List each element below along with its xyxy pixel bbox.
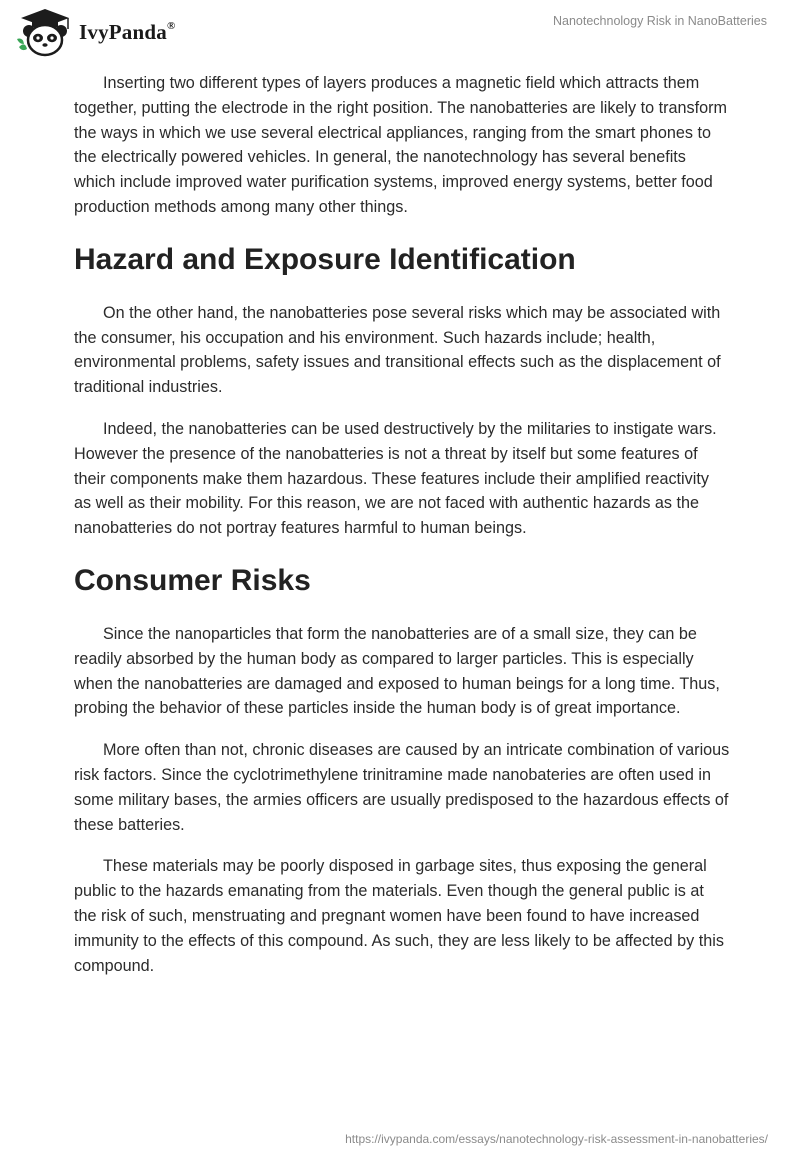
logo-text: IvyPanda® — [79, 19, 176, 44]
page-header — [0, 0, 800, 64]
source-url[interactable]: https://ivypanda.com/essays/nanotechnology-risk-assessment-in-nanobatteries/ — [345, 1132, 768, 1146]
paragraph: On the other hand, the nanobatteries pose several risks which may be associated with the consumer, his occupation and his environment. Such hazards include; health, environmental problems, safety issues and transitional effects such as the displacement of traditional industries. — [74, 303, 721, 397]
paragraph: Indeed, the nanobatteries can be used destructively by the militaries to instigate wars. However the presence of the nanobatteries is not a threat by itself but some features of their components make them hazardous. These features include their amplified reactivity as well as their mobility. For this reason, we are not faced with authentic hazards as the nanobatteries do not portray features harmful to human beings. — [74, 419, 717, 538]
paragraph: Inserting two different types of layers produces a magnetic field which attracts them together, putting the electrode in the right position. The nanobatteries are likely to transform the ways in which we use several electrical appliances, ranging from the smart phones to the electrically powered vehicles. In general, the nanotechnology has several benefits which include improved water purification systems, improved energy systems, better food production methods among many other things. — [74, 74, 727, 216]
essay-content — [74, 71, 730, 995]
panda-logo-icon — [15, 7, 75, 57]
document-title: Nanotechnology Risk in NanoBatteries — [552, 14, 767, 28]
logo[interactable] — [15, 7, 175, 57]
paragraph: These materials may be poorly disposed in garbage sites, thus exposing the general public to the hazards emanating from the materials. Even though the general public is at the risk of such, menstruating and pregnant women have been found to have increased immunity to the effects of this compound. As such, they are less likely to be affected by this compound. — [74, 857, 724, 975]
paragraph: Since the nanoparticles that form the nanobatteries are of a small size, they can be readily absorbed by the human body as compared to larger particles. This is especially when the nanobatteries are damaged and exposed to human beings for a long time. Thus, probing the behavior of these particles inside the human body is of great importance. — [74, 624, 720, 718]
paragraph: More often than not, chronic diseases are caused by an intricate combination of various risk factors. Since the cyclotrimethylene trinitramine made nanobateries are often used in some military bases, the armies officers are usually predisposed to the hazardous effects of these batteries. — [74, 741, 730, 834]
section-heading-hazard: Hazard and Exposure Identification — [74, 242, 576, 276]
section-heading-consumer-risks: Consumer Risks — [74, 563, 311, 597]
